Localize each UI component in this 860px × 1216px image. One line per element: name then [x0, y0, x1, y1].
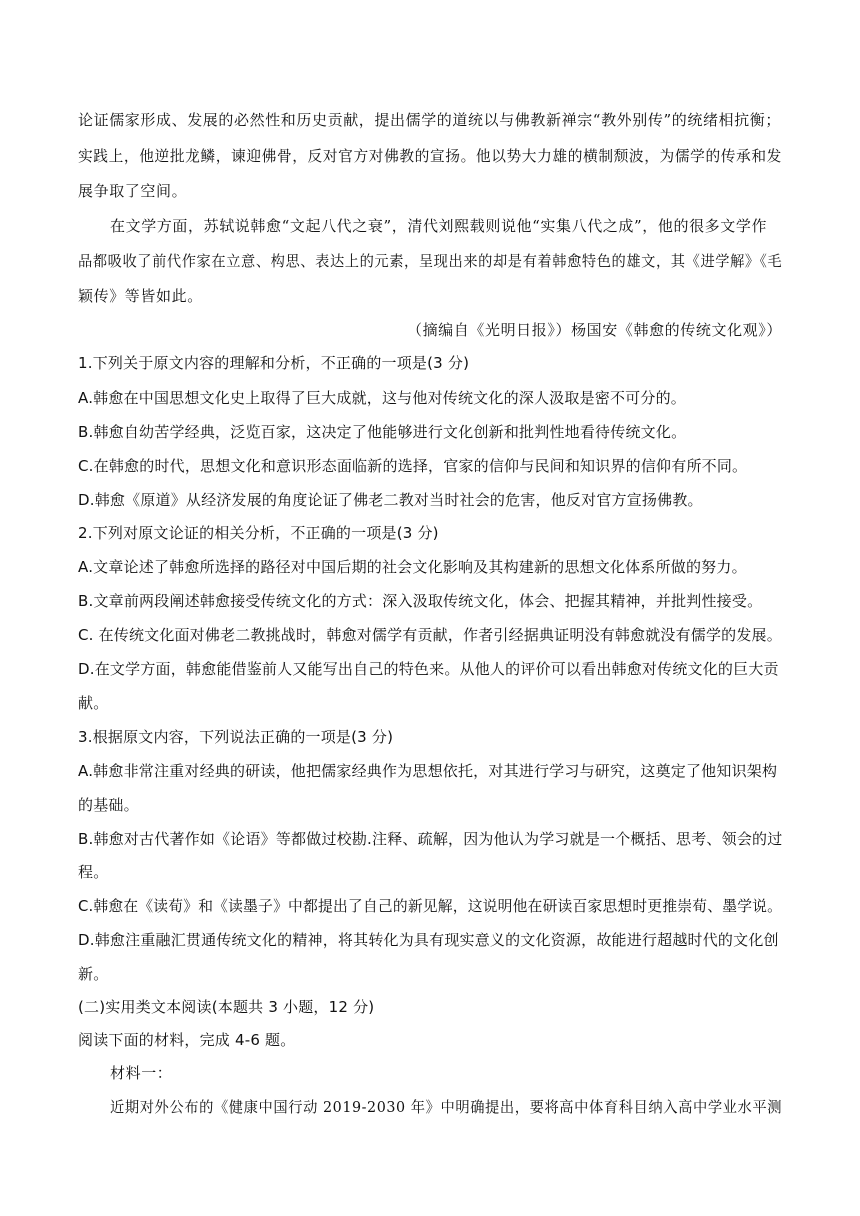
- question-1-option-c: C.在韩愈的时代，思想文化和意识形态面临新的选择，官家的信仰与民间和知识界的信仰有所不同。: [78, 457, 748, 475]
- question-1-option-b: B.韩愈自幼苦学经典，泛览百家，这决定了他能够进行文化创新和批判性地看待传统文化。: [78, 423, 687, 441]
- material-label: 材料一：: [110, 1064, 173, 1082]
- source-citation: （摘编自《光明日报》）杨国安《韩愈的传统文化观》）: [406, 321, 782, 339]
- section-heading: (二)实用类文本阅读(本题共 3 小题，12 分): [78, 998, 375, 1016]
- question-1-option-a: A.韩愈在中国思想文化史上取得了巨大成就，这与他对传统文化的深人汲取是密不可分的。: [78, 389, 686, 407]
- question-2-option-c: C. 在传统文化面对佛老二教挑战时，韩愈对儒学有贡献，作者引经据典证明没有韩愈就没有儒学的发展。: [78, 626, 782, 644]
- passage-line: 展争取了空间。: [78, 182, 188, 200]
- question-3-option-b-cont: 程。: [78, 863, 109, 881]
- question-3-option-a: A.韩愈非常注重对经典的研读，他把儒家经典作为思想依托，对其进行学习与研究，这奠定了他知识架构: [78, 762, 778, 780]
- passage-line: 实践上，他逆批龙鳞，谏迎佛骨，反对官方对佛教的宣扬。他以势大力雄的横制颓波，为儒学的传承和发: [78, 147, 782, 165]
- question-1-stem: 1.下列关于原文内容的理解和分析，不正确的一项是(3 分): [78, 354, 470, 372]
- question-2-stem: 2.下列对原文论证的相关分析，不正确的一项是(3 分): [78, 524, 439, 542]
- question-2-option-d-cont: 献。: [78, 694, 109, 712]
- question-1-option-d: D.韩愈《原道》从经济发展的角度论证了佛老二教对当时社会的危害，他反对官方宣扬佛教。: [78, 491, 703, 509]
- passage-line: 颖传》等皆如此。: [78, 287, 203, 305]
- passage-line: 论证儒家形成、发展的必然性和历史贡献，提出儒学的道统以与佛教新禅宗“教外别传”的统绪相抗衡；: [78, 111, 781, 129]
- passage-line: 在文学方面，苏轼说韩愈“文起八代之衰”，清代刘熙载则说他“实集八代之成”，他的很多文学作: [110, 217, 768, 235]
- question-3-stem: 3.根据原文内容，下列说法正确的一项是(3 分): [78, 728, 394, 746]
- question-3-option-c: C.韩愈在《读荀》和《读墨子》中都提出了自己的新见解，这说明他在研读百家思想时更推崇荀、墨学说。: [78, 897, 783, 915]
- passage-line: 品都吸收了前代作家在立意、构思、表达上的元素，呈现出来的却是有着韩愈特色的雄文，其《进学解》《毛: [78, 252, 783, 270]
- question-3-option-d-cont: 新。: [78, 965, 109, 983]
- section-instruction: 阅读下面的材料，完成 4-6 题。: [78, 1031, 296, 1049]
- question-2-option-d: D.在文学方面，韩愈能借鉴前人又能写出自己的特色来。从他人的评价可以看出韩愈对传统文化的巨大贡: [78, 660, 779, 678]
- question-2-option-a: A.文章论述了韩愈所选择的路径对中国后期的社会文化影响及其构建新的思想文化体系所做的努力。: [78, 558, 747, 576]
- question-3-option-b: B.韩愈对古代著作如《论语》等都做过校勘.注释、疏解，因为他认为学习就是一个概括、思考、领会的过: [78, 830, 783, 848]
- question-3-option-a-cont: 的基础。: [78, 796, 139, 814]
- question-2-option-b: B.文章前两段阐述韩愈接受传统文化的方式：深入汲取传统文化，体会、把握其精神，并批判性接受。: [78, 592, 763, 610]
- material-line: 近期对外公布的《健康中国行动 2019-2030 年》中明确提出，要将高中体育科目纳入高中学业水平测: [110, 1098, 783, 1116]
- question-3-option-d: D.韩愈注重融汇贯通传统文化的精神，将其转化为具有现实意义的文化资源，故能进行超越时代的文化创: [78, 931, 779, 949]
